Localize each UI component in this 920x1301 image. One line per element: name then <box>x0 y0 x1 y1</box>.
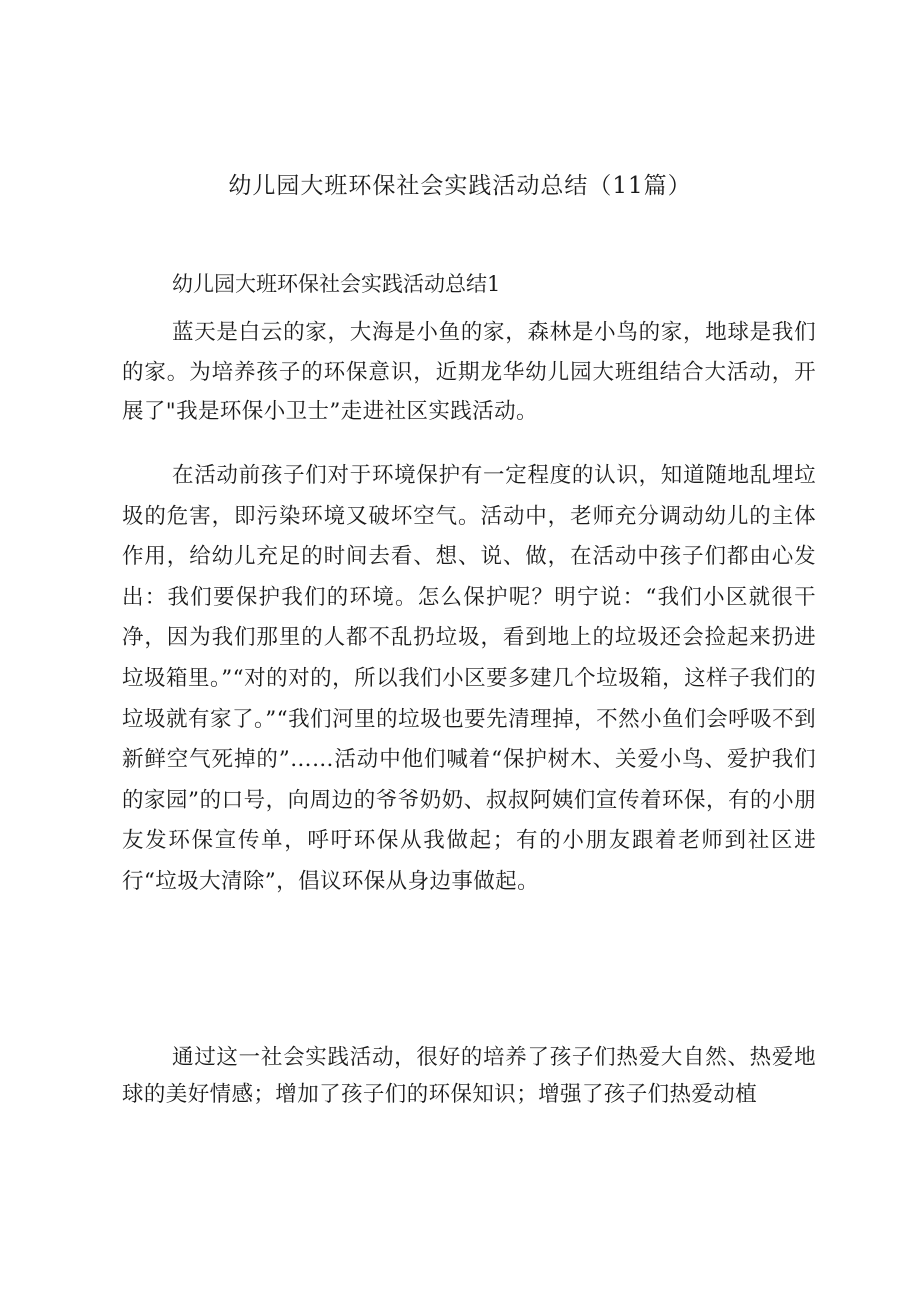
paragraph-2: 在活动前孩子们对于环境保护有一定程度的认识，知道随地乱埋垃圾的危害，即污染环境又破坏空气。活动中，老师充分调动幼儿的主体作用，给幼儿充足的时间去看、想、说、做，在活动中孩子们都由心发出：我们要保护我们的环境。怎么保护呢？明宁说：“我们小区就很干净，因为我们那里的人都不乱扔垃圾，看到地上的垃圾还会捡起来扔进垃圾箱里。”“对的对的，所以我们小区要多建几个垃圾箱，这样子我们的垃圾就有家了。”“我们河里的垃圾也要先清理掉，不然小鱼们会呼吸不到新鲜空气死掉的”……活动中他们喊着“保护树木、关爱小鸟、爱护我们的家园”的口号，向周边的爷爷奶奶、叔叔阿姨们宣传着环保，有的小朋友发环保宣传单，呼吁环保从我做起；有的小朋友跟着老师到社区进行“垃圾大清除”，倡议环保从身边事做起。 <box>122 463 816 894</box>
document-title: 幼儿园大班环保社会实践活动总结（11篇） <box>228 173 692 199</box>
section-heading: 幼儿园大班环保社会实践活动总结1 <box>172 272 501 296</box>
paragraph-1: 蓝天是白云的家，大海是小鱼的家，森林是小鸟的家，地球是我们的家。为培养孩子的环保意识，近期龙华幼儿园大班组结合大活动，开展了"我是环保小卫士”走进社区实践活动。 <box>122 320 816 424</box>
paragraph-3: 通过这一社会实践活动，很好的培养了孩子们热爱大自然、热爱地球的美好情感；增加了孩子们的环保知识；增强了孩子们热爱动植 <box>122 1045 816 1107</box>
